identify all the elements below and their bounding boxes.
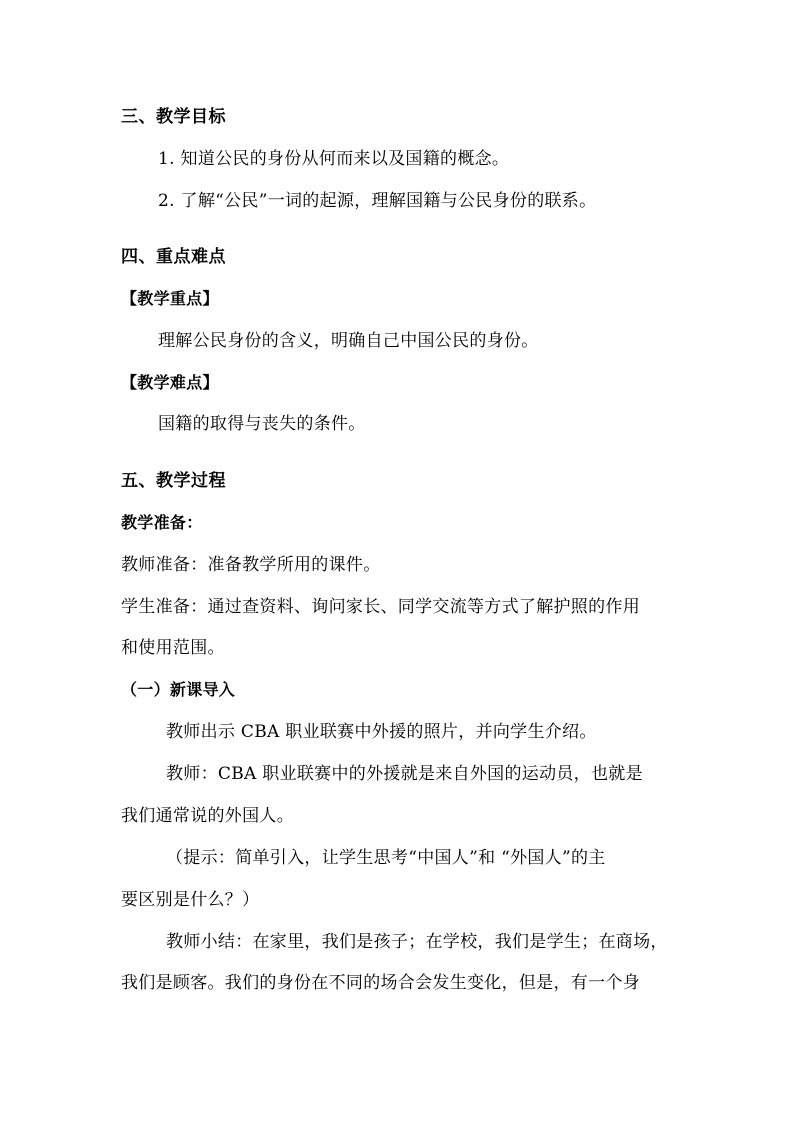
goal-item-2: 2. 了解“公民”一词的起源，理解国籍与公民身份的联系。 bbox=[158, 191, 597, 211]
intro-paragraph-4-line-2: 我们是顾客。我们的身份在不同的场合会发生变化，但是，有一个身 bbox=[121, 973, 640, 993]
focus-text: 理解公民身份的含义，明确自己中国公民的身份。 bbox=[158, 331, 539, 351]
section-heading-goals: 三、教学目标 bbox=[121, 107, 226, 127]
goal-item-1: 1. 知道公民的身份从何而来以及国籍的概念。 bbox=[158, 149, 510, 169]
focus-label: 【教学重点】 bbox=[121, 289, 219, 308]
student-prep-line-2: 和使用范围。 bbox=[121, 638, 225, 658]
section-heading-process: 五、教学过程 bbox=[121, 471, 226, 491]
intro-heading: （一）新课导入 bbox=[121, 680, 236, 699]
teacher-prep: 教师准备：准备教学所用的课件。 bbox=[121, 555, 381, 575]
student-prep-line-1: 学生准备：通过查资料、询问家长、同学交流等方式了解护照的作用 bbox=[121, 597, 640, 617]
section-heading-key-points: 四、重点难点 bbox=[121, 247, 226, 267]
intro-paragraph-2-line-1: 教师：CBA 职业联赛中的外援就是来自外国的运动员，也就是 bbox=[166, 764, 643, 784]
intro-paragraph-3-line-2: 要区别是什么？） bbox=[121, 890, 260, 910]
prep-label: 教学准备： bbox=[121, 513, 203, 532]
difficulty-text: 国籍的取得与丧失的条件。 bbox=[158, 414, 366, 434]
intro-paragraph-3-line-1: （提示：简单引入，让学生思考“中国人”和 “外国人”的主 bbox=[166, 848, 606, 868]
intro-paragraph-1: 教师出示 CBA 职业联赛中外援的照片，并向学生介绍。 bbox=[166, 722, 597, 742]
intro-paragraph-4-line-1: 教师小结：在家里，我们是孩子；在学校，我们是学生；在商场， bbox=[166, 932, 668, 952]
difficulty-label: 【教学难点】 bbox=[121, 373, 219, 392]
intro-paragraph-2-line-2: 我们通常说的外国人。 bbox=[121, 806, 294, 826]
